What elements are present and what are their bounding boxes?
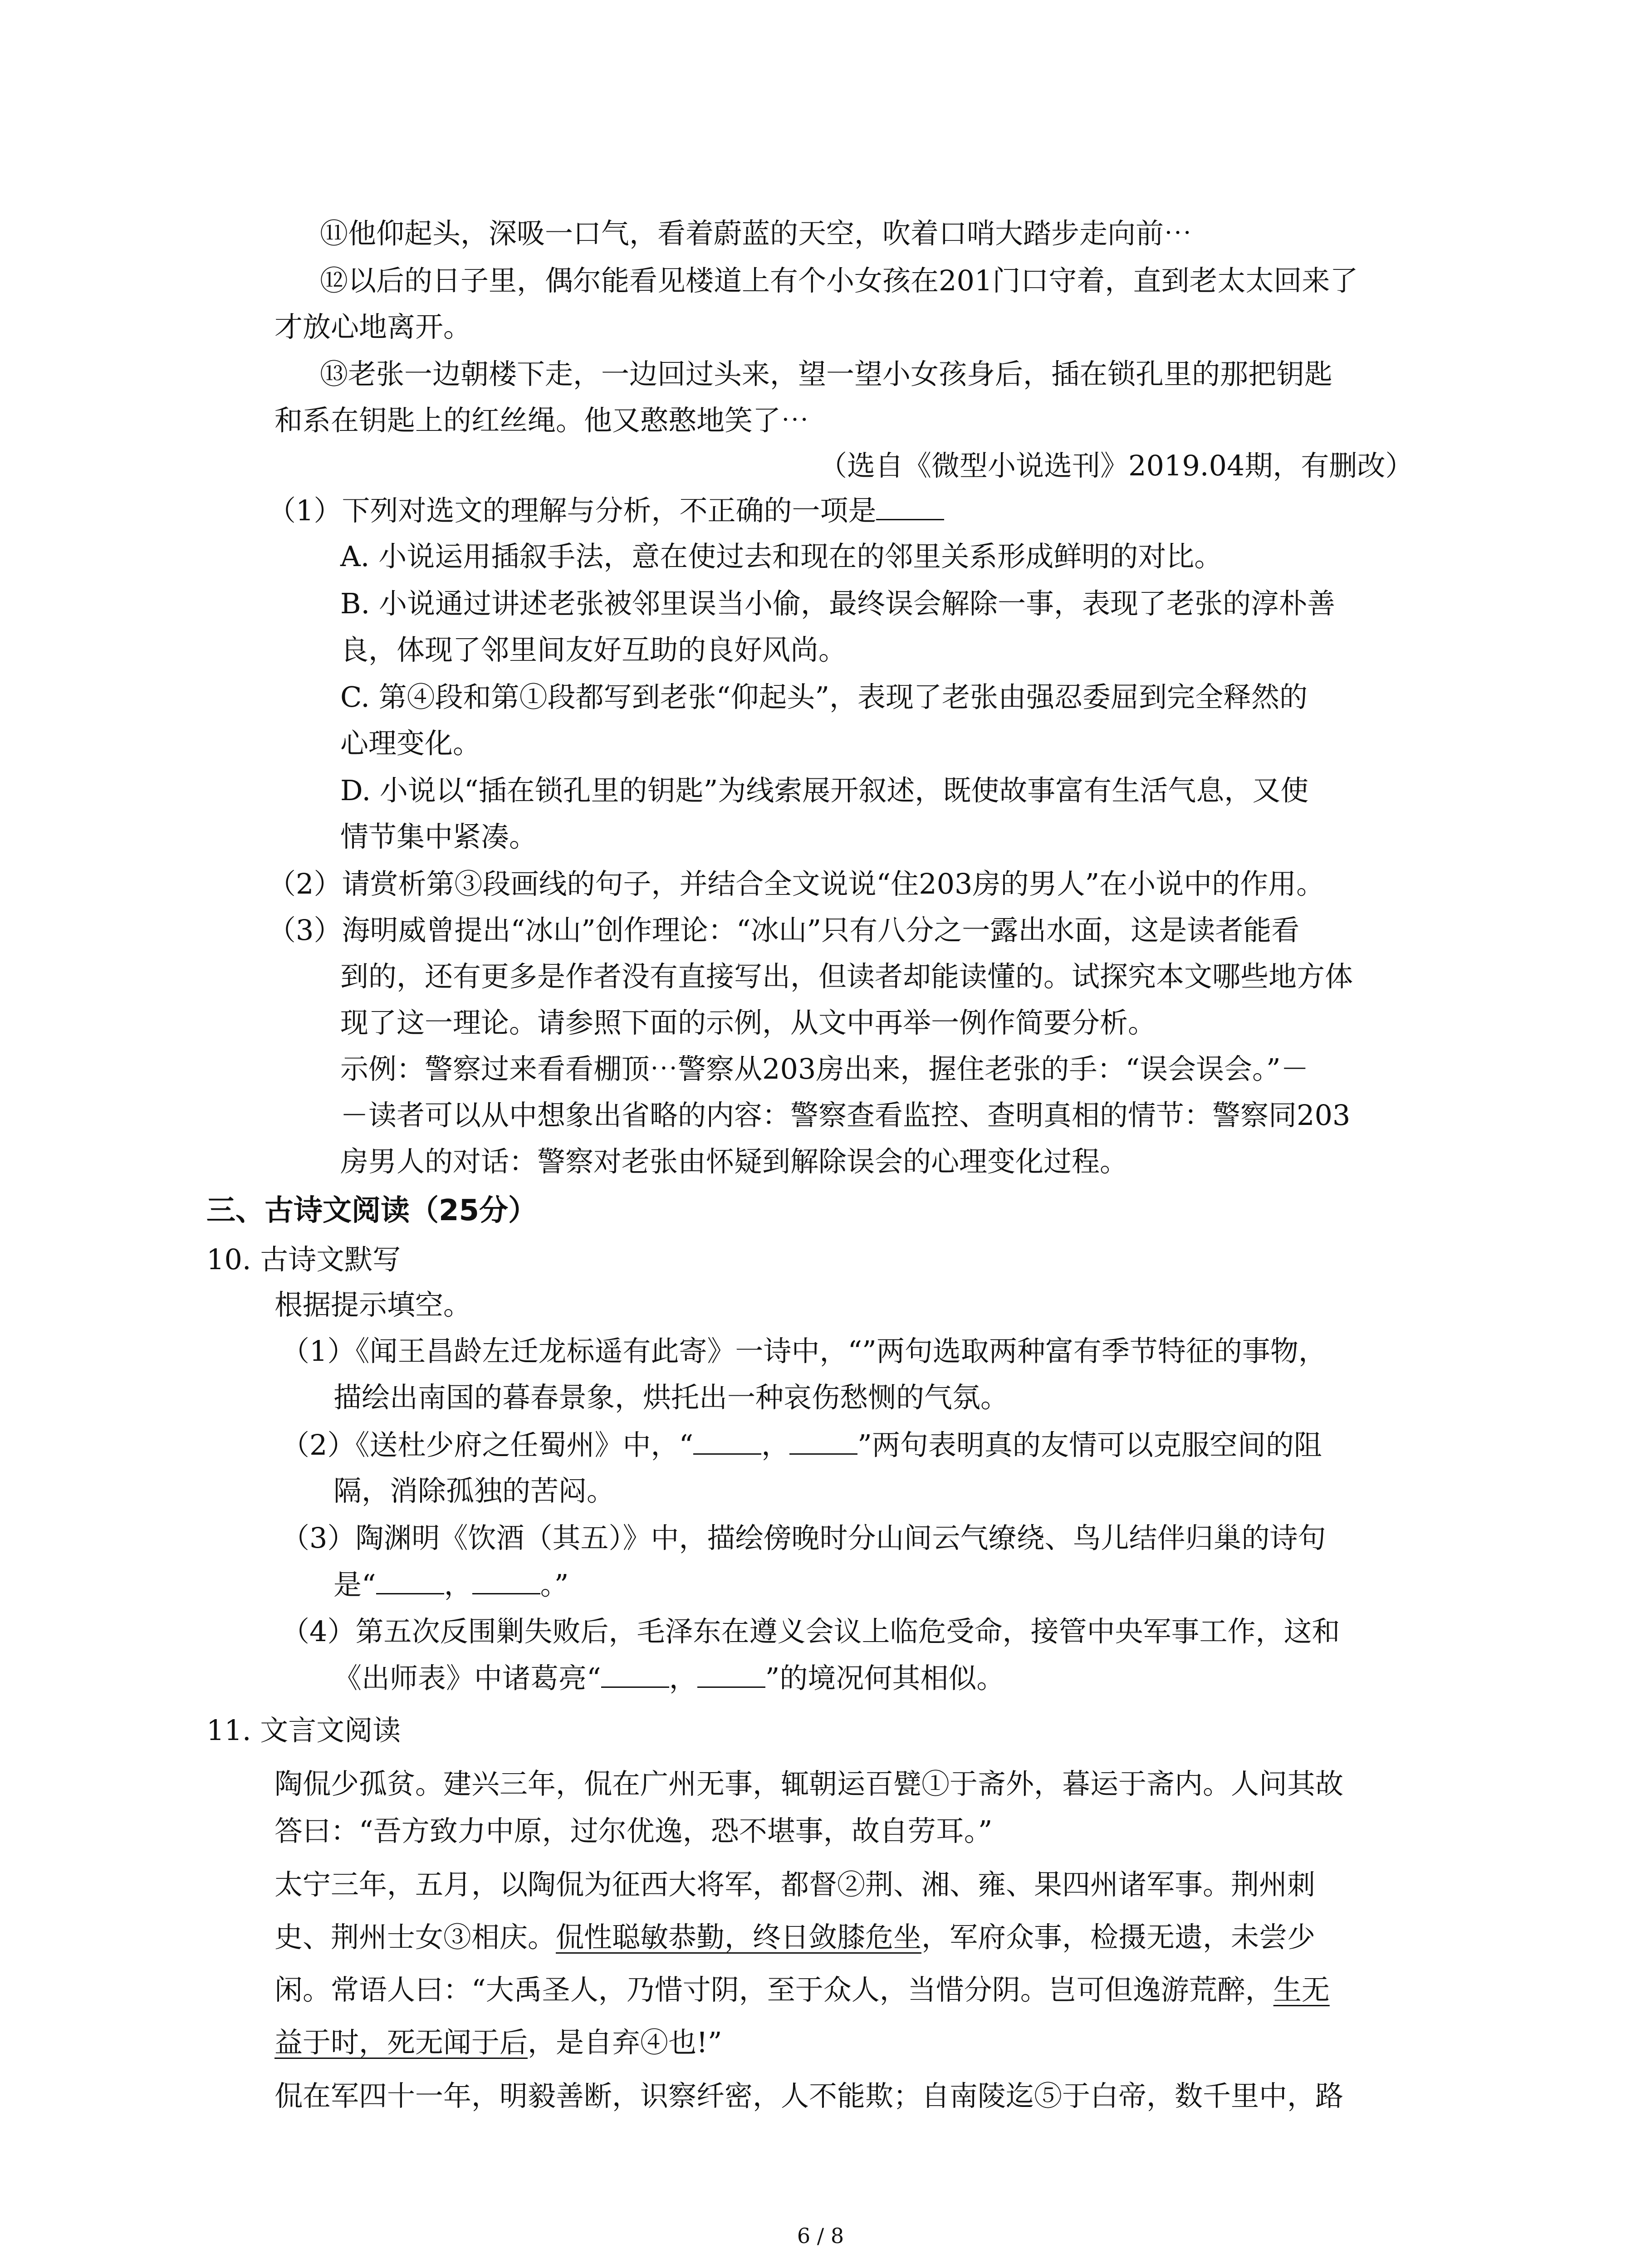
q11-underlined-sentence-2-end: 益于时，死无闻于后 [274, 2026, 528, 2059]
q11-para1-line-1: 陶侃少孤贫。建兴三年，侃在广州无事，辄朝运百甓①于斋外，暮运于斋内。人问其故 [274, 1767, 1344, 1800]
q9-sub1 [268, 496, 944, 525]
q10-sub2-line-1 [281, 1428, 1322, 1461]
q9-option-b-line-1: B. 小说通过讲述老张被邻里误当小偷，最终误会解除一事，表现了老张的淳朴善 [340, 587, 1335, 620]
q11-para2-line-4-text: ，是自弃④也!” [528, 2026, 722, 2059]
q10-sub4-blank-2[interactable] [697, 1664, 765, 1688]
q9-example-line-1: 示例：警察过来看看棚顶⋯警察从203房出来，握住老张的手：“误会误会。”－ [340, 1052, 1309, 1085]
q9-sub1-answer-blank[interactable] [876, 496, 944, 520]
q9-option-c-line-2: 心理变化。 [340, 727, 481, 760]
q10-sub3-text-b: ， [444, 1568, 472, 1601]
q11-para2-line-2-text-end: ，军府众事，检摄无遗，未尝少 [921, 1921, 1316, 1954]
q10-sub3-line-1: （3）陶渊明《饮酒（其五）》中，描绘傍晚时分山间云气缭绕、鸟儿结伴归巢的诗句 [281, 1521, 1326, 1554]
q10-sub4-text-c: ”的境况何其相似。 [765, 1662, 1005, 1695]
q9-sub3-line-3: 现了这一理论。请参照下面的示例，从文中再举一例作简要分析。 [340, 1006, 1156, 1039]
q9-sub2: （2）请赏析第③段画线的句子，并结合全文说说“住203房的男人”在小说中的作用。 [268, 867, 1325, 900]
paragraph-12-line-1: ⑫以后的日子里，偶尔能看见楼道上有个小女孩在201门口守着，直到老太太回来了 [320, 264, 1358, 297]
q10-instruction: 根据提示填空。 [274, 1288, 472, 1321]
q9-option-a: A. 小说运用插叙手法，意在使过去和现在的邻里关系形成鲜明的对比。 [340, 540, 1223, 573]
section-heading: 三、古诗文阅读（25分） [206, 1194, 538, 1227]
q9-example-line-2: －读者可以从中想象出省略的内容：警察查看监控、查明真相的情节：警察同203 [340, 1099, 1351, 1132]
q9-sub1-text: （1）下列对选文的理解与分析，不正确的一项是 [268, 494, 877, 527]
q9-example-line-3: 房男人的对话：警察对老张由怀疑到解除误会的心理变化过程。 [340, 1145, 1128, 1178]
q10-sub4-line-2 [333, 1662, 1005, 1695]
q10-sub4-text-b: ， [669, 1662, 697, 1695]
q10-sub2-text-c: ”两句表明真的友情可以克服空间的阻 [857, 1428, 1322, 1461]
q10-sub2-line-2: 隔，消除孤独的苦闷。 [333, 1474, 615, 1507]
q10-sub4-text-a: 《出师表》中诸葛亮“ [333, 1662, 601, 1695]
q9-sub3-line-1: （3）海明威曾提出“冰山”创作理论：“冰山”只有八分之一露出水面，这是读者能看 [268, 914, 1300, 947]
q10-sub3-text-c: 。” [540, 1568, 569, 1601]
q11-para1-line-2: 答曰：“吾方致力中原，过尔优逸，恐不堪事，故自劳耳。” [274, 1814, 993, 1848]
q10-sub4-blank-1[interactable] [601, 1664, 669, 1688]
q10-sub3-blank-2[interactable] [472, 1570, 540, 1594]
q10-sub2-text-a: （2）《送杜少府之任蜀州》中，“ [281, 1428, 694, 1461]
q11-para2-line-3 [274, 1973, 1330, 2006]
q11-underlined-sentence-2-start: 生无 [1273, 1973, 1330, 2006]
q11-para2-line-4 [274, 2028, 722, 2057]
q10-sub3-line-2 [333, 1570, 568, 1599]
paragraph-12-line-2: 才放心地离开。 [274, 310, 472, 343]
q10-title: 10. 古诗文默写 [206, 1243, 401, 1276]
q11-para2-line-1: 太宁三年，五月，以陶侃为征西大将军，都督②荆、湘、雍、果四州诸军事。荆州刺 [274, 1868, 1316, 1901]
page-number: 6 / 8 [797, 2224, 844, 2248]
q11-para2-line-2 [274, 1921, 1316, 1954]
q10-sub2-blank-1[interactable] [693, 1431, 761, 1455]
source-citation: （选自《微型小说选刊》2019.04期，有删改） [819, 449, 1414, 482]
q11-para2-line-3-text: 闲。常语人曰：“大禹圣人，乃惜寸阴，至于众人，当惜分阴。岂可但逸游荒醉， [274, 1973, 1274, 2006]
q11-title: 11. 文言文阅读 [206, 1714, 401, 1747]
paragraph-11: ⑪他仰起头，深吸一口气，看着蔚蓝的天空，吹着口哨大踏步走向前⋯ [320, 217, 1192, 250]
q9-sub3-line-2: 到的，还有更多是作者没有直接写出，但读者却能读懂的。试探究本文哪些地方体 [340, 960, 1353, 993]
q11-underlined-sentence-1: 侃性聪敏恭勤，终日敛膝危坐 [556, 1921, 922, 1954]
paragraph-13-line-2: 和系在钥匙上的红丝绳。他又憨憨地笑了⋯ [274, 404, 809, 437]
q11-para2-line-2-text: 史、荆州士女③相庆。 [274, 1921, 556, 1954]
q9-option-b-line-2: 良，体现了邻里间友好互助的良好风尚。 [340, 633, 847, 666]
q10-sub2-blank-2[interactable] [789, 1431, 857, 1455]
q10-sub1-line-1: （1）《闻王昌龄左迁龙标遥有此寄》一诗中，“”两句选取两种富有季节特征的事物， [281, 1334, 1327, 1368]
q10-sub1-line-2: 描绘出南国的暮春景象，烘托出一种哀伤愁恻的气氛。 [333, 1381, 1009, 1414]
q9-option-c-line-1: C. 第④段和第①段都写到老张“仰起头”，表现了老张由强忍委屈到完全释然的 [340, 680, 1308, 714]
q10-sub4-line-1: （4）第五次反围剿失败后，毛泽东在遵义会议上临危受命，接管中央军事工作，这和 [281, 1615, 1340, 1648]
q10-sub3-blank-1[interactable] [376, 1570, 444, 1594]
q9-option-d-line-2: 情节集中紧凑。 [340, 820, 538, 853]
paragraph-13-line-1: ⑬老张一边朝楼下走，一边回过头来，望一望小女孩身后，插在锁孔里的那把钥匙 [320, 357, 1333, 391]
q11-para3-line-1: 侃在军四十一年，明毅善断，识察纤密，人不能欺；自南陵迄⑤于白帝，数千里中，路 [274, 2079, 1344, 2112]
q10-sub2-text-b: ， [761, 1428, 790, 1461]
q9-option-d-line-1: D. 小说以“插在锁孔里的钥匙”为线索展开叙述，既使故事富有生活气息，又使 [340, 774, 1309, 807]
q10-sub3-text-a: 是“ [333, 1568, 376, 1601]
